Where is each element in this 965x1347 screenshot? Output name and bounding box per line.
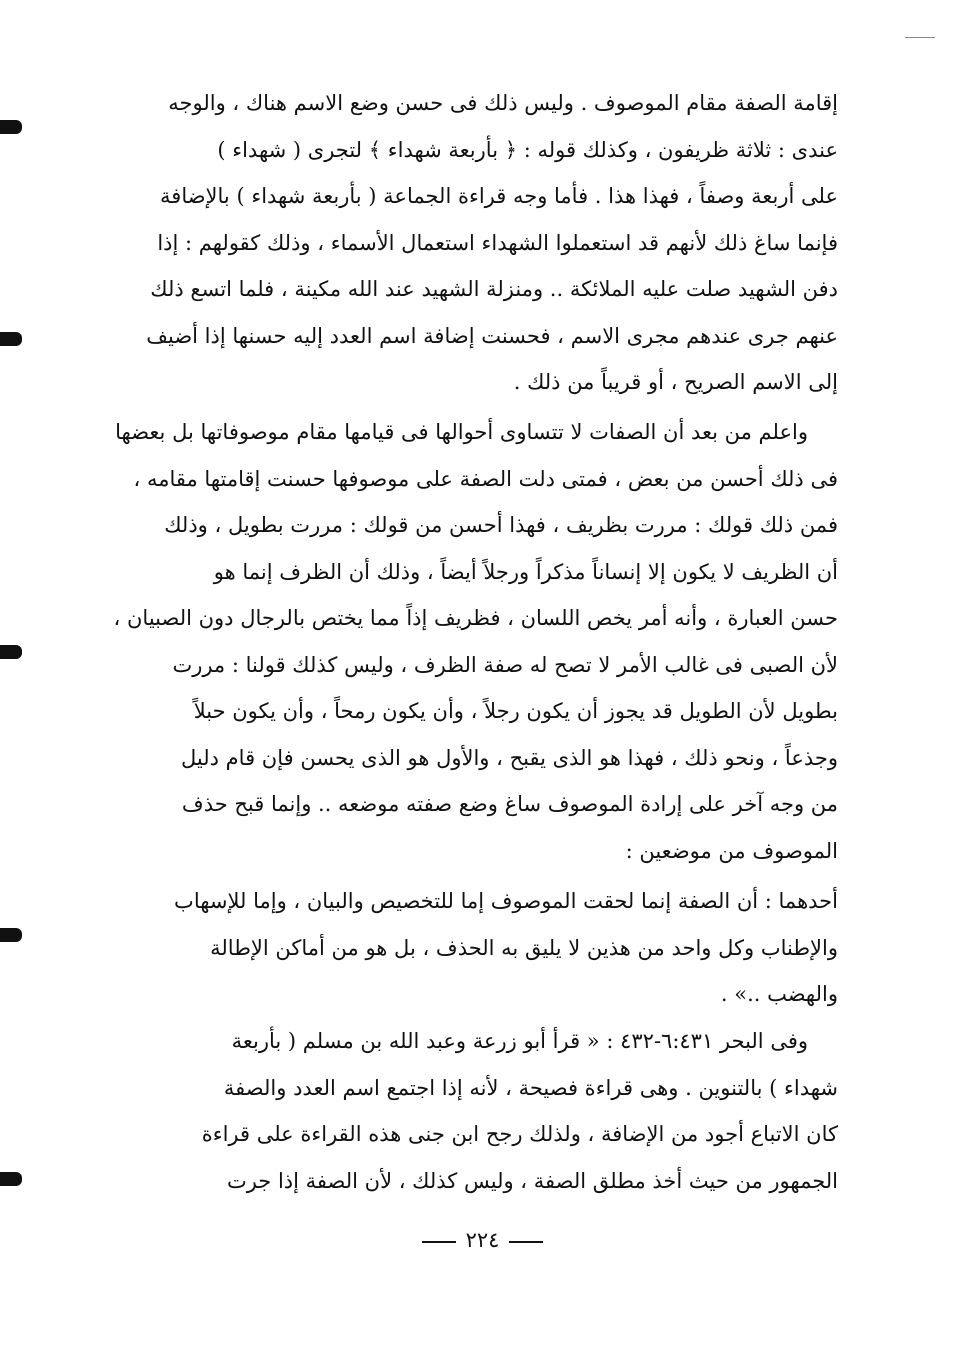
- paragraph-1: [100, 80, 838, 406]
- binding-mark: [0, 928, 22, 942]
- paragraph-2: [100, 409, 838, 874]
- binding-mark: [0, 645, 22, 659]
- text-line: من وجه آخر على إرادة الموصوف ساغ وضع صفته موضعه .. وإنما قبح حذف: [181, 792, 838, 816]
- text-line: وفى البحر ٦:٤٣١-٤٣٢ : « قرأ أبو زرعة وعبد الله بن مسلم ( بأربعة: [231, 1029, 808, 1053]
- page-number-text: ٢٢٤: [465, 1228, 500, 1252]
- text-line: دفن الشهيد صلت عليه الملائكة .. ومنزلة الشهيد عند الله مكينة ، فلما اتسع ذلك: [150, 277, 838, 301]
- binding-mark: [0, 1172, 22, 1186]
- text-line: إلى الاسم الصريح ، أو قريباً من ذلك .: [513, 370, 838, 394]
- scan-speck: [905, 37, 935, 38]
- text-line: أحدهما : أن الصفة إنما لحقت الموصوف إما للتخصيص والبيان ، وإما للإسهاب: [174, 889, 838, 913]
- text-line: عندى : ثلاثة ظريفون ، وكذلك قوله : ﴿ بأربعة شهداء ﴾ لتجرى ( شهداء ): [217, 137, 838, 162]
- dash-left: [509, 1241, 543, 1243]
- text-line: الجمهور من حيث أخذ مطلق الصفة ، وليس كذلك ، لأن الصفة إذا جرت: [226, 1168, 838, 1193]
- paragraph-4: [100, 1018, 838, 1204]
- binding-mark: [0, 332, 22, 346]
- paragraph-3: [100, 878, 838, 1018]
- text-line: أن الظريف لا يكون إلا إنساناً مذكراً ورجلاً أيضاً ، وذلك أن الظرف إنما هو: [213, 559, 838, 584]
- text-line: واعلم من بعد أن الصفات لا تتساوى أحوالها فى قيامها مقام موصوفاتها بل بعضها: [115, 420, 808, 444]
- binding-mark: [0, 120, 22, 134]
- page-number: [0, 1228, 965, 1252]
- text-line: حسن العبارة ، وأنه أمر يخص اللسان ، فظريف إذاً مما يختص بالرجال دون الصبيان ،: [113, 606, 838, 630]
- text-line: كان الاتباع أجود من الإضافة ، ولذلك رجح ابن جنى هذه القراءة على قراءة: [201, 1122, 838, 1146]
- text-line: بطويل لأن الطويل قد يجوز أن يكون رجلاً ، وأن يكون رمحاً ، وأن يكون حبلاً: [193, 699, 838, 723]
- text-line: والإطناب وكل واحد من هذين لا يليق به الحذف ، بل هو من أماكن الإطالة: [210, 935, 838, 960]
- text-line: لأن الصبى فى غالب الأمر لا تصح له صفة الظرف ، وليس كذلك قولنا : مررت: [172, 652, 838, 677]
- text-line: إقامة الصفة مقام الموصوف . وليس ذلك فى حسن وضع الاسم هناك ، والوجه: [168, 91, 838, 115]
- text-line: على أربعة وصفاً ، فهذا هذا . فأما وجه قراءة الجماعة ( بأربعة شهداء ) بالإضافة: [160, 184, 838, 208]
- text-line: عنهم جرى عندهم مجرى الاسم ، فحسنت إضافة اسم العدد إليه حسنها إذا أضيف: [146, 323, 838, 348]
- text-line: فى ذلك أحسن من بعض ، فمتى دلت الصفة على موصوفها حسنت إقامتها مقامه ،: [133, 466, 838, 491]
- dash-right: [422, 1241, 456, 1243]
- text-line: فمن ذلك قولك : مررت بظريف ، فهذا أحسن من قولك : مررت بطويل ، وذلك: [164, 513, 838, 537]
- text-line: والهضب ..» .: [720, 982, 838, 1006]
- text-line: فإنما ساغ ذلك لأنهم قد استعملوا الشهداء استعمال الأسماء ، وذلك كقولهم : إذا: [157, 230, 838, 255]
- text-line: شهداء ) بالتنوين . وهى قراءة فصيحة ، لأنه إذا اجتمع اسم العدد والصفة: [223, 1075, 838, 1100]
- text-line: الموصوف من موضعين :: [625, 838, 838, 863]
- text-line: وجذعاً ، ونحو ذلك ، فهذا هو الذى يقبح ، والأول هو الذى يحسن فإن قام دليل: [181, 745, 838, 770]
